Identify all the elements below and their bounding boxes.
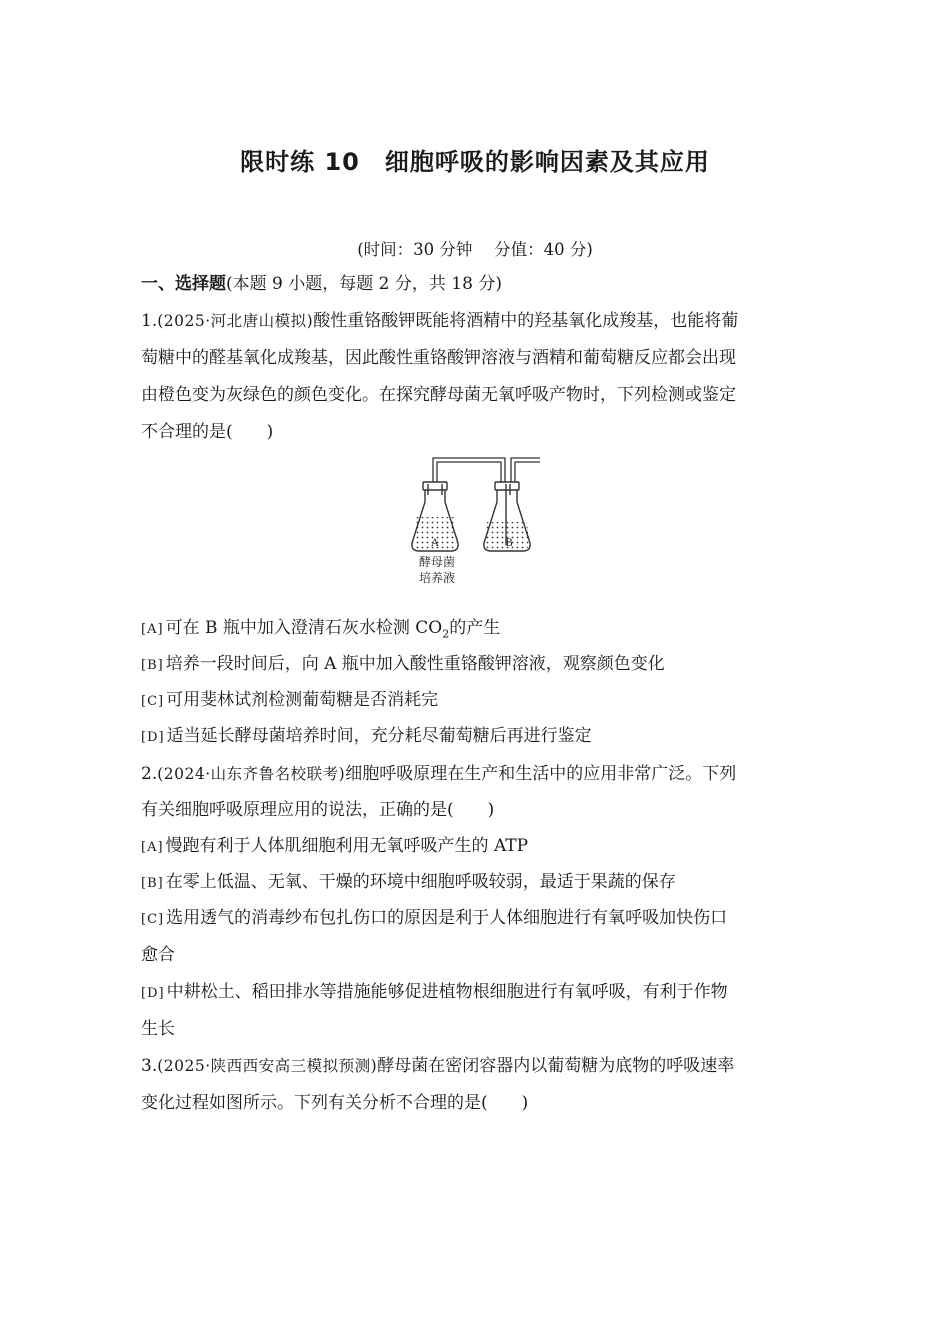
flask-b-label: B: [505, 538, 513, 549]
q1-line-1: [141, 310, 738, 332]
q2-option-a: [141, 835, 528, 859]
q2-source: (2024·山东齐鲁名校联考): [157, 765, 346, 783]
flask-apparatus-figure: [410, 455, 550, 590]
option-b-text: 在零上低温、无氧、干燥的环境中细胞呼吸较弱，最适于果蔬的保存: [165, 872, 676, 892]
section-detail: (本题 9 小题，每题 2 分，共 18 分): [226, 274, 502, 294]
q3-text-1: 酵母菌在密闭容器内以葡萄糖为底物的呼吸速率: [377, 1056, 735, 1076]
option-d-tag: [D]: [141, 986, 165, 1001]
section-heading-line: [141, 273, 502, 295]
section-heading: 一、选择题: [141, 274, 226, 294]
q1-option-a: [141, 617, 500, 645]
page-title: 限时练 10 细胞呼吸的影响因素及其应用: [240, 148, 710, 176]
q2-option-b: [141, 871, 676, 895]
option-a-subscript: 2: [442, 627, 450, 641]
option-c-tag: [C]: [141, 912, 165, 927]
option-b-tag: [B]: [141, 658, 164, 673]
option-b-text: 培养一段时间后，向 A 瓶中加入酸性重铬酸钾溶液，观察颜色变化: [165, 654, 665, 674]
option-d-text: 适当延长酵母菌培养时间，充分耗尽葡萄糖后再进行鉴定: [166, 726, 592, 746]
q2-line-2: 有关细胞呼吸原理应用的说法，正确的是( ): [141, 800, 495, 820]
time-score-info: (时间：30 分钟 分值：40 分): [357, 240, 593, 259]
q3-line-2: 变化过程如图所示。下列有关分析不合理的是( ): [141, 1093, 529, 1113]
option-a-text: 慢跑有利于人体肌细胞利用无氧呼吸产生的 ATP: [165, 836, 529, 856]
q1-number: 1.: [141, 311, 158, 331]
option-c-text: 选用透气的消毒纱布包扎伤口的原因是利于人体细胞进行有氧呼吸加快伤口: [166, 908, 728, 928]
option-d-text: 中耕松土、稻田排水等措施能够促进植物根细胞进行有氧呼吸，有利于作物: [166, 982, 728, 1002]
q2-option-d: [141, 981, 728, 1005]
option-a-tag: [A]: [141, 840, 164, 855]
q1-text-1: 酸性重铬酸钾既能将酒精中的羟基氧化成羧基，也能将葡: [313, 311, 739, 331]
q1-line-2: 萄糖中的醛基氧化成羧基，因此酸性重铬酸钾溶液与酒精和葡萄糖反应都会出现: [141, 348, 736, 368]
option-d-tag: [D]: [141, 730, 165, 745]
option-a-text-end: 的产生: [449, 618, 501, 638]
q2-option-c: [141, 907, 727, 931]
q2-number: 2.: [141, 764, 158, 784]
q3-source: (2025·陕西西安高三模拟预测): [157, 1057, 378, 1075]
flask-caption-1: 酵母菌: [418, 555, 456, 569]
option-b-tag: [B]: [141, 876, 164, 891]
q2-text-1: 细胞呼吸原理在生产和生活中的应用非常广泛。下列: [345, 764, 737, 784]
option-a-text: 可在 B 瓶中加入澄清石灰水检测 CO: [165, 618, 443, 638]
flask-a-label: A: [431, 538, 439, 549]
option-c-text: 可用斐林试剂检测葡萄糖是否消耗完: [166, 690, 439, 710]
q1-option-c: [141, 689, 438, 713]
q2-option-d-cont: 生长: [141, 1019, 175, 1039]
q1-option-b: [141, 653, 665, 677]
flask-caption-2: 培养液: [418, 571, 456, 585]
q1-source: (2025·河北唐山模拟): [157, 312, 314, 330]
option-c-tag: [C]: [141, 694, 165, 709]
q3-number: 3.: [141, 1056, 158, 1076]
q2-line-1: [141, 763, 736, 785]
q2-option-c-cont: 愈合: [141, 945, 175, 965]
option-a-tag: [A]: [141, 622, 164, 637]
q1-line-4: 不合理的是( ): [141, 422, 274, 442]
q1-line-3: 由橙色变为灰绿色的颜色变化。在探究酵母菌无氧呼吸产物时，下列检测或鉴定: [141, 385, 736, 405]
q1-option-d: [141, 725, 592, 749]
q3-line-1: [141, 1055, 734, 1077]
